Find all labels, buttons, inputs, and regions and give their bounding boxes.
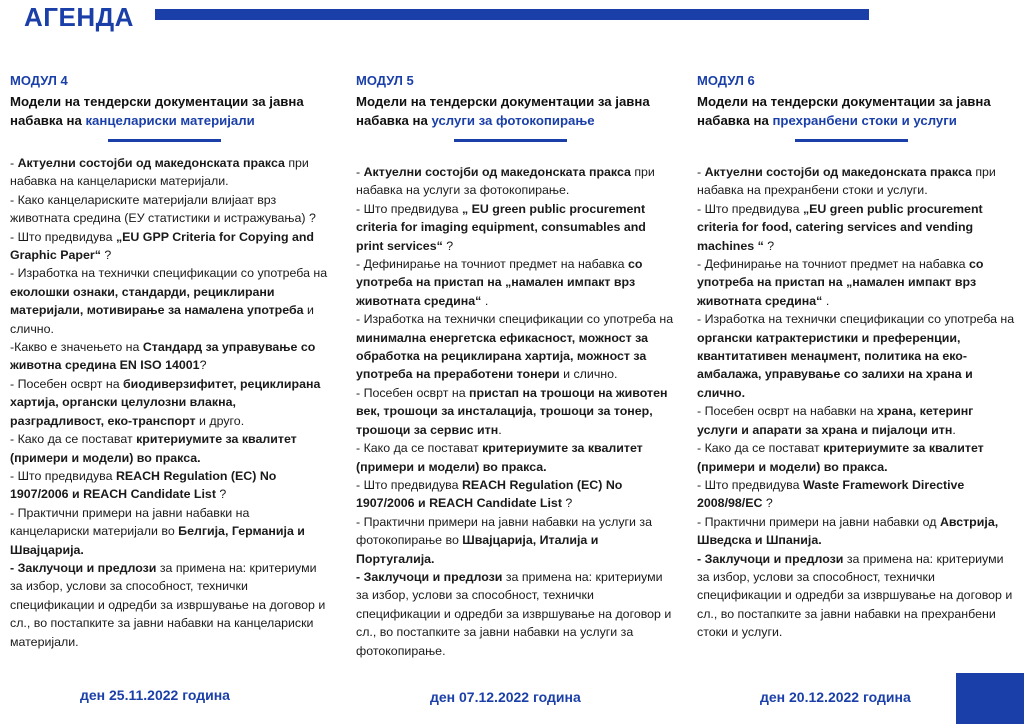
agenda-item-text: при набавка на прехранбени стоки и услуги. [697,165,996,198]
agenda-item-text: - Што предвидува [697,201,803,216]
agenda-item-emphasis: REACH Regulation (EC) No 1907/2006 и REACH Candidate List [10,468,277,502]
module-title-underline [795,139,908,142]
agenda-item [356,384,676,439]
agenda-item-text: - [697,165,705,179]
agenda-item-emphasis: - Заклучоци и предлози [697,551,844,566]
agenda-item-text: . [952,422,956,437]
agenda-item-emphasis: Австрија, Шведска и Шпанија. [697,514,999,548]
agenda-item-text: и слично. [559,367,618,382]
agenda-item-emphasis: еколошки ознаки, стандарди, рециклирани материјали, мотивирање за намалена употреба [10,284,304,318]
agenda-item-emphasis: Белгија, Германија и Швајцарија. [10,524,305,557]
agenda-item [697,513,1017,550]
header-accent-bar [155,9,869,20]
agenda-item-emphasis: биодиверзифитет, рециклирана хартија, органски целулозни влакна, разградливост, еко-транспорт [10,376,321,428]
agenda-item [697,255,1017,310]
module-title [10,92,330,130]
agenda-item [697,476,1017,513]
agenda-item-text: - Дефинирање на точниот предмет на набавка [356,257,628,272]
agenda-item-text: при набавка на услуги за фотокопирање. [356,165,655,198]
agenda-item-text: - Изработка на технички спецификации со употреба на [10,266,328,281]
module-agenda-list [10,154,330,651]
agenda-item-text: - Што предвидува [356,477,462,492]
agenda-item [697,439,1017,476]
module-title-text: Модели на тендерски документации за јавна набавка на [697,94,991,128]
agenda-item [10,467,330,504]
module-title-underline [454,139,567,142]
agenda-item [356,476,676,513]
agenda-item-emphasis: храна, кетеринг услуги и апарати за храна и пијалоци итн [697,404,974,437]
agenda-item-text: - Изработка на технички спецификации со употреба на [356,312,674,327]
module-agenda-list [356,163,676,660]
agenda-item [356,200,676,255]
agenda-item-text: ? [215,487,227,502]
agenda-item-emphasis: Швајцарија, Италија и Португалија. [356,533,599,566]
module-title [697,92,1017,130]
agenda-item [356,513,676,568]
agenda-item-text: - Како да се постават [356,441,483,456]
module-label: МОДУЛ 6 [697,73,755,88]
agenda-item [10,430,330,467]
agenda-item [356,439,676,476]
agenda-item-text: при набавка на канцелариски материјали. [10,156,309,189]
agenda-item-text: . [822,293,830,308]
agenda-item-emphasis: - Заклучоци и предлози [10,560,157,575]
agenda-item-text: - Посебен осврт на [356,385,470,400]
module-title-highlight: услуги за фотокопирање [431,113,595,128]
agenda-item-text: ? [762,496,773,511]
agenda-item-text: - [356,165,364,179]
agenda-item [10,154,330,191]
agenda-item [10,191,330,228]
module-date: ден 20.12.2022 година [760,689,911,705]
agenda-item [697,402,1017,439]
agenda-item-text: - Посебен осврт на набавки на [697,404,878,419]
agenda-item-emphasis: Актуелни состојби од македонската пракса [704,165,972,179]
module-label: МОДУЛ 4 [10,73,68,88]
agenda-item-text: ? [442,238,454,253]
agenda-item-emphasis: „EU green public procurement criteria for food, catering services and vending machines “ [697,201,983,253]
agenda-item-text: . [498,422,502,437]
module-column-6 [697,72,1017,642]
agenda-item [356,255,676,310]
agenda-item-text: за примена на: критериуми за избор, услови за способност, технички спецификации и одредби за извршување на договор и сл., во постапките за јавни набавки на прехранбени стоки и услуги. [697,551,1013,640]
agenda-item-emphasis: критериумите за квалитет (примери и модели) во пракса. [697,441,984,474]
module-date: ден 07.12.2022 година [430,689,581,705]
agenda-item [697,163,1017,200]
agenda-item-text: - Што предвидува [10,468,116,483]
agenda-item [10,375,330,430]
agenda-item-text: ? [763,238,775,253]
module-label: МОДУЛ 5 [356,73,414,88]
agenda-item-text: ? [199,358,207,373]
agenda-item-text: - Како да се постават [10,432,137,447]
agenda-item-text: - Практични примери на јавни набавки на канцелариски материјали во [10,505,250,539]
page-title: АГЕНДА [24,2,134,32]
agenda-item-emphasis: критериумите за квалитет (примери и модели) во пракса. [356,441,643,474]
agenda-item [10,338,330,375]
agenda-item-text: . [481,293,489,308]
agenda-item [356,310,676,384]
module-agenda-list [697,163,1017,642]
module-date: ден 25.11.2022 година [80,687,230,703]
agenda-item-emphasis: Актуелни состојби од македонската пракса [17,156,285,170]
agenda-item-emphasis: со употреба на пристап на „намален импакт врз животната средина“ [697,257,984,308]
agenda-item [356,568,676,660]
agenda-item-text: и друго. [195,413,245,428]
agenda-item-emphasis: со употреба на пристап на „намален импакт врз животната средина“ [356,257,643,308]
agenda-item-text: - Што предвидува [10,229,116,244]
agenda-item-text: ? [561,496,573,511]
agenda-item-emphasis: Стандард за управување со животна средина EN ISO 14001 [10,340,316,373]
agenda-item-emphasis: органски катрактеристики и преференции, квантитативен менаџмент, политика на еко-амбалажа, управување со залихи на храна и слично. [697,330,973,400]
module-title-highlight: прехранбени стоки и услуги [772,113,957,128]
agenda-item-text: -Какво е значењето на [10,340,143,355]
module-column-4 [10,72,330,651]
agenda-item [10,228,330,265]
agenda-item-text: - Посебен осврт на [10,376,124,391]
agenda-item-emphasis: критериумите за квалитет (примери и модели) во пракса. [10,432,297,465]
agenda-item-text: - Што предвидува [697,477,803,492]
agenda-item-text: - Како канцелариските материјали влијаат врз животната средина (ЕУ статистики и истражувања) ? [10,192,316,226]
agenda-item [697,200,1017,255]
agenda-item-text: за примена на: критериуми за избор, услови за способност, технички спецификации и одредби за извршување на договор и сл., во постапките за јавни набавки на канцелариски материјали. [10,560,326,649]
agenda-item-emphasis: - Заклучоци и предлози [356,569,503,584]
corner-accent-block [956,673,1024,724]
module-title-highlight: канцелариски материјали [85,113,255,128]
agenda-item-emphasis: минимална енергетска ефикасност, можност за обработка на рециклирана хартија, можност за употреба на преработени тонери [356,330,649,382]
module-title [356,92,676,130]
agenda-item-text: - Дефинирање на точниот предмет на набавка [697,257,969,272]
agenda-item-text: - [10,156,18,170]
module-title-text: Модели на тендерски документации за јавна набавка на [356,94,650,128]
agenda-item-emphasis: Waste Framework Directive 2008/98/EC [697,477,965,511]
agenda-item-text: за примена на: критериуми за избор, услови за способност, технички спецификации и одредби за извршување на договор и сл., во постапките за јавни набавки на услуги за фотокопирање. [356,569,672,658]
module-column-5 [356,72,676,660]
agenda-item-text: ? [100,248,112,263]
agenda-item-emphasis: пристап на трошоци на животен век, трошоци за инсталација, трошоци за тонер, трошоци за сервис итн [356,385,668,437]
agenda-item [10,504,330,559]
agenda-item-text: и слично. [10,303,314,336]
agenda-item [10,264,330,338]
agenda-item-emphasis: REACH Regulation (EC) No 1907/2006 и REACH Candidate List [356,477,623,511]
agenda-item-text: - Практични примери на јавни набавки на услуги за фотокопирање во [356,514,652,548]
agenda-item-emphasis: „EU GPP Criteria for Copying and Graphic Paper“ [10,229,315,263]
agenda-item-text: - Практични примери на јавни набавки од [697,514,940,529]
agenda-item [356,163,676,200]
agenda-item-text: - Како да се постават [697,441,824,456]
agenda-item [10,559,330,651]
agenda-item-emphasis: „ EU green public procurement criteria for imaging equipment, consumables and print services“ [356,201,646,253]
agenda-item [697,550,1017,642]
agenda-item-emphasis: Актуелни состојби од македонската пракса [363,165,631,179]
module-title-text: Модели на тендерски документации за јавна набавка на [10,94,304,128]
module-title-underline [108,139,221,142]
agenda-item [697,310,1017,402]
agenda-item-text: - Изработка на технички спецификации со употреба на [697,312,1015,327]
agenda-item-text: - Што предвидува [356,201,462,216]
